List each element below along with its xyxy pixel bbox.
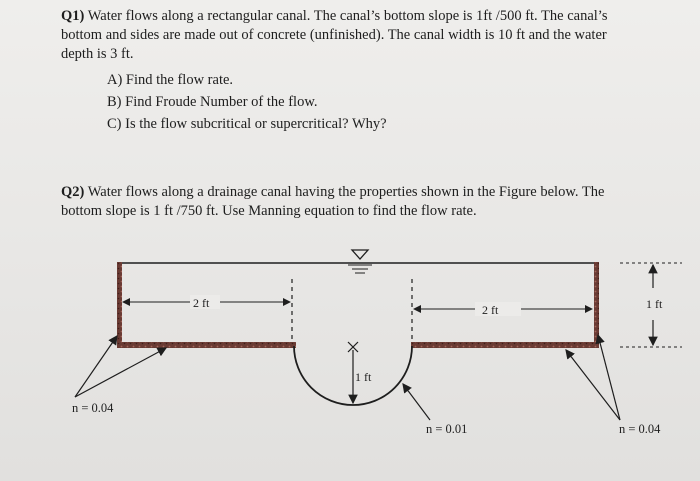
depth-label: 1 ft: [646, 297, 663, 311]
q2-text-line2: bottom slope is 1 ft /750 ft. Use Manning equation to find the flow rate.: [61, 203, 477, 219]
q1-text-line3: depth is 3 ft.: [61, 46, 134, 62]
q1-text-line2: bottom and sides are made out of concrete (unfinished). The canal width is 10 ft and the water: [61, 27, 607, 43]
q1-text-line1: Water flows along a rectangular canal. The canal’s bottom slope is 1ft /500 ft. The canal’s: [87, 8, 608, 24]
left-roughness-label: n = 0.04: [72, 401, 114, 415]
radius-label: 1 ft: [355, 370, 372, 384]
right-width-label: 2 ft: [482, 303, 499, 317]
q1-item-a: A) Find the flow rate.: [107, 72, 234, 88]
right-bottom: [411, 342, 599, 348]
left-wall: [117, 262, 122, 348]
left-bottom: [117, 342, 296, 348]
q1-label: Q1): [61, 8, 85, 24]
q2-label: Q2): [61, 184, 85, 200]
q1-item-c: C) Is the flow subcritical or supercritical? Why?: [107, 116, 387, 132]
center-roughness-label: n = 0.01: [426, 422, 468, 436]
left-width-label: 2 ft: [193, 296, 210, 310]
q1-item-b: B) Find Froude Number of the flow.: [107, 94, 318, 110]
q2-text-line1: Water flows along a drainage canal having the properties shown in the Figure below. The: [87, 184, 605, 200]
water-surface-symbol-icon: [348, 250, 372, 273]
right-roughness-label: n = 0.04: [619, 422, 661, 436]
center-roughness-leader: [403, 384, 430, 420]
